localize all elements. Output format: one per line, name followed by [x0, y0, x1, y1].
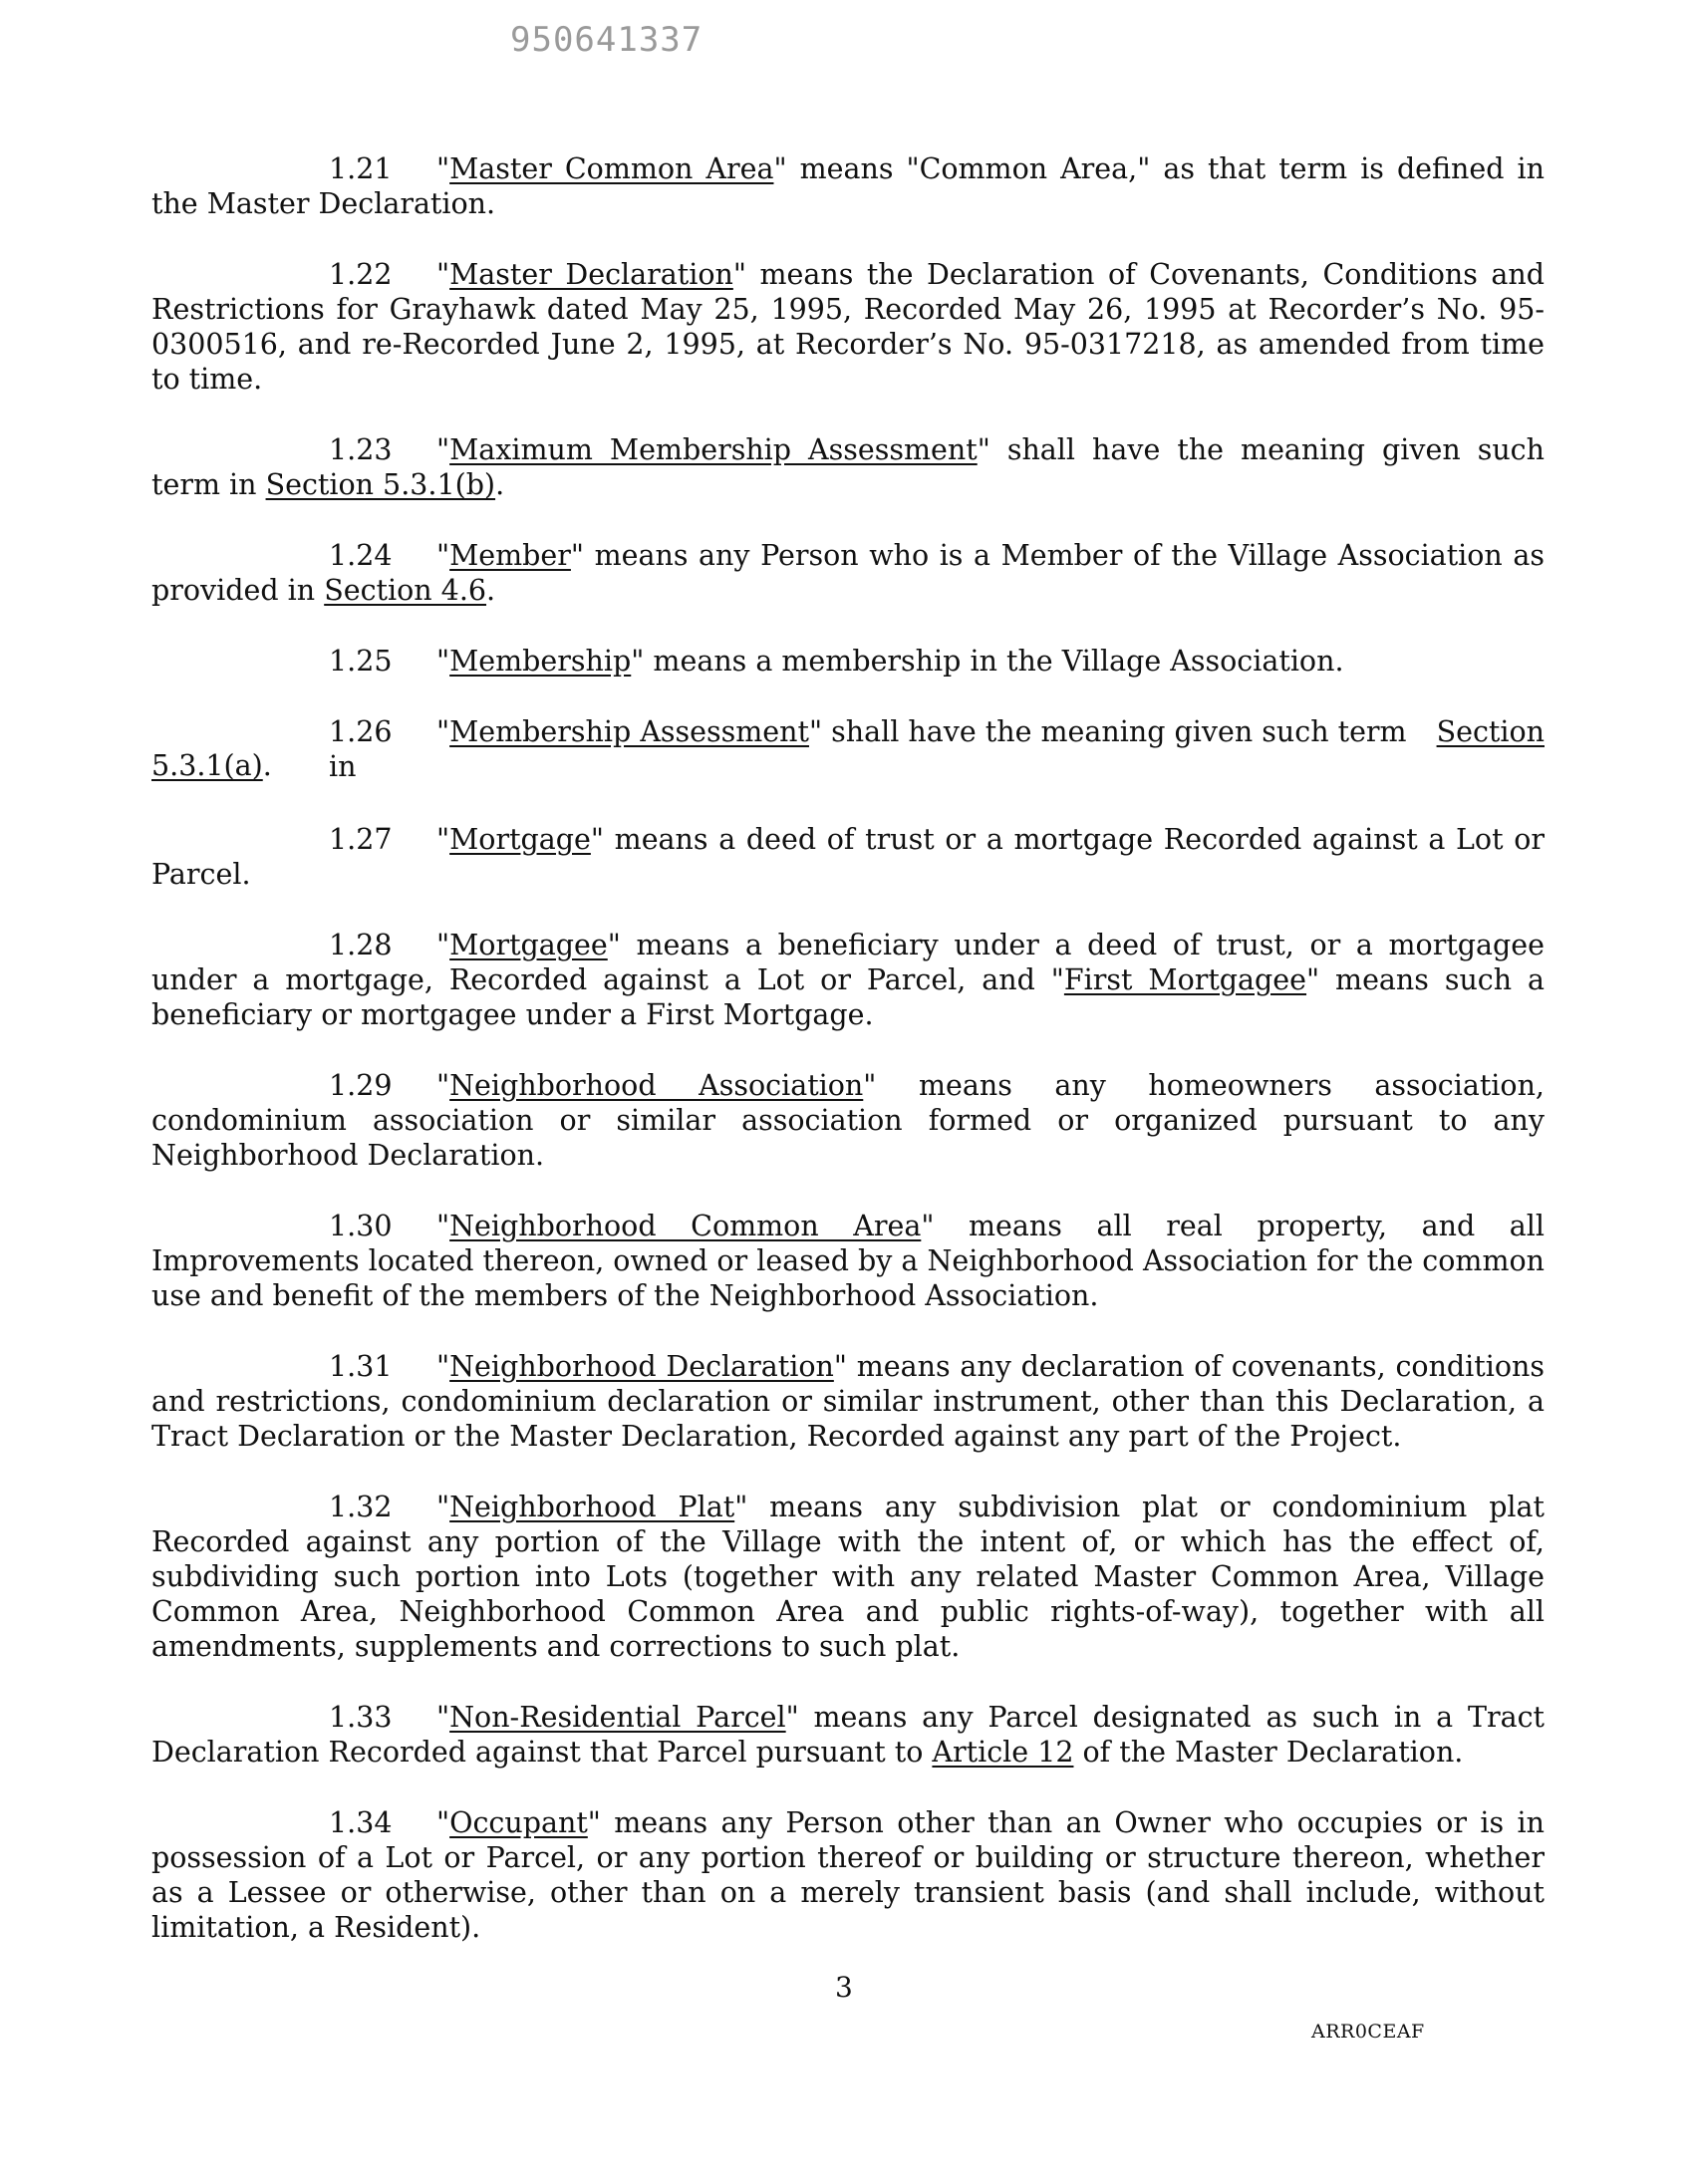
defined-term: Maximum Membership Assessment [449, 433, 978, 466]
defined-term: Non-Residential Parcel [449, 1701, 786, 1734]
defined-term: Mortgage [449, 823, 591, 856]
definition-1-34: 1.34 "Occupant" means any Person other than an Owner who occupies or is in possession of a Lot or Parcel, or any portion thereof or building or structure thereon, whether as a Lessee or otherwise, other than on a merely transient basis (and shall include, without limitation, a Resident). [151, 1806, 1545, 1944]
page-number: 3 [835, 1971, 853, 2004]
definition-1-22: 1.22 "Master Declaration" means the Declaration of Covenants, Conditions and Restrictions for Grayhawk dated May 25, 1995, Recorded May 26, 1995 at Recorder’s No. 95-0300516, and re-Recorded June 2, 1995, at Recorder’s No. 95-0317218, as amended from time to time. [151, 258, 1545, 396]
section-reference: Section 4.6 [324, 574, 487, 607]
defined-term: Neighborhood Association [449, 1069, 864, 1102]
defined-term: Master Common Area [449, 152, 774, 185]
defined-term: Member [449, 539, 571, 572]
definition-1-23: 1.23 "Maximum Membership Assessment" shall have the meaning given such term in Section 5.3.1(b). [151, 433, 1545, 501]
definition-1-33: 1.33 "Non-Residential Parcel" means any Parcel designated as such in a Tract Declaration Recorded against that Parcel pursuant to Article 12 of the Master Declaration. [151, 1701, 1545, 1769]
article-reference: Article 12 [932, 1736, 1074, 1769]
definition-1-24: 1.24 "Member" means any Person who is a Member of the Village Association as provided in Section 4.6. [151, 539, 1545, 607]
definition-1-32: 1.32 "Neighborhood Plat" means any subdivision plat or condominium plat Recorded against any portion of the Village with the intent of, or which has the effect of, subdividing such portion into Lots (together with any related Master Common Area, Village Common Area, Neighborhood Common Area and public rights-of-way), together with all amendments, supplements and corrections to such plat. [151, 1491, 1545, 1663]
document-id: ARR0CEAF [1311, 2021, 1425, 2043]
definition-1-30: 1.30 "Neighborhood Common Area" means all real property, and all Improvements located thereon, owned or leased by a Neighborhood Association for the common use and benefit of the members of the Neighborhood Association. [151, 1210, 1546, 1312]
section-reference: Section [1436, 715, 1545, 748]
defined-term: First Mortgagee [1063, 963, 1307, 996]
definitions-section [151, 151, 1545, 1981]
definition-1-29: 1.29 "Neighborhood Association" means any homeowners association, condominium association or similar association formed or organized pursuant to any Neighborhood Declaration. [151, 1069, 1545, 1172]
stamp-number: 950641337 [510, 20, 704, 60]
section-reference-continued: 5.3.1(a) [151, 749, 263, 782]
definition-1-21: 1.21 "Master Common Area" means "Common Area," as that term is defined in the Master Declaration. [151, 152, 1546, 220]
recorder-stamp [510, 20, 703, 60]
definition-1-26: 1.26 "Membership Assessment" shall have the meaning given such term in Section 5.3.1(a). [151, 715, 1545, 783]
section-reference: Section 5.3.1(b) [265, 468, 496, 501]
defined-term: Mortgagee [449, 929, 608, 961]
defined-term: Neighborhood Common Area [449, 1210, 922, 1242]
definition-1-27: 1.27 "Mortgage" means a deed of trust or a mortgage Recorded against a Lot or Parcel. [151, 823, 1545, 891]
defined-term: Membership Assessment [449, 715, 809, 748]
defined-term: Neighborhood Plat [449, 1491, 735, 1523]
defined-term: Occupant [449, 1806, 588, 1839]
definition-1-31: 1.31 "Neighborhood Declaration" means any declaration of covenants, conditions and restrictions, condominium declaration or similar instrument, other than this Declaration, a Tract Declaration or the Master Declaration, Recorded against any part of the Project. [151, 1350, 1545, 1453]
defined-term: Membership [449, 645, 632, 678]
definition-1-28: 1.28 "Mortgagee" means a beneficiary under a deed of trust, or a mortgagee under a mortgage, Recorded against a Lot or Parcel, and "First Mortgagee" means such a beneficiary or mortgagee under a First Mortgage. [151, 929, 1546, 1031]
defined-term: Neighborhood Declaration [449, 1350, 834, 1383]
definition-1-25: 1.25 "Membership" means a membership in the Village Association. [329, 645, 1344, 678]
defined-term: Master Declaration [449, 258, 733, 291]
